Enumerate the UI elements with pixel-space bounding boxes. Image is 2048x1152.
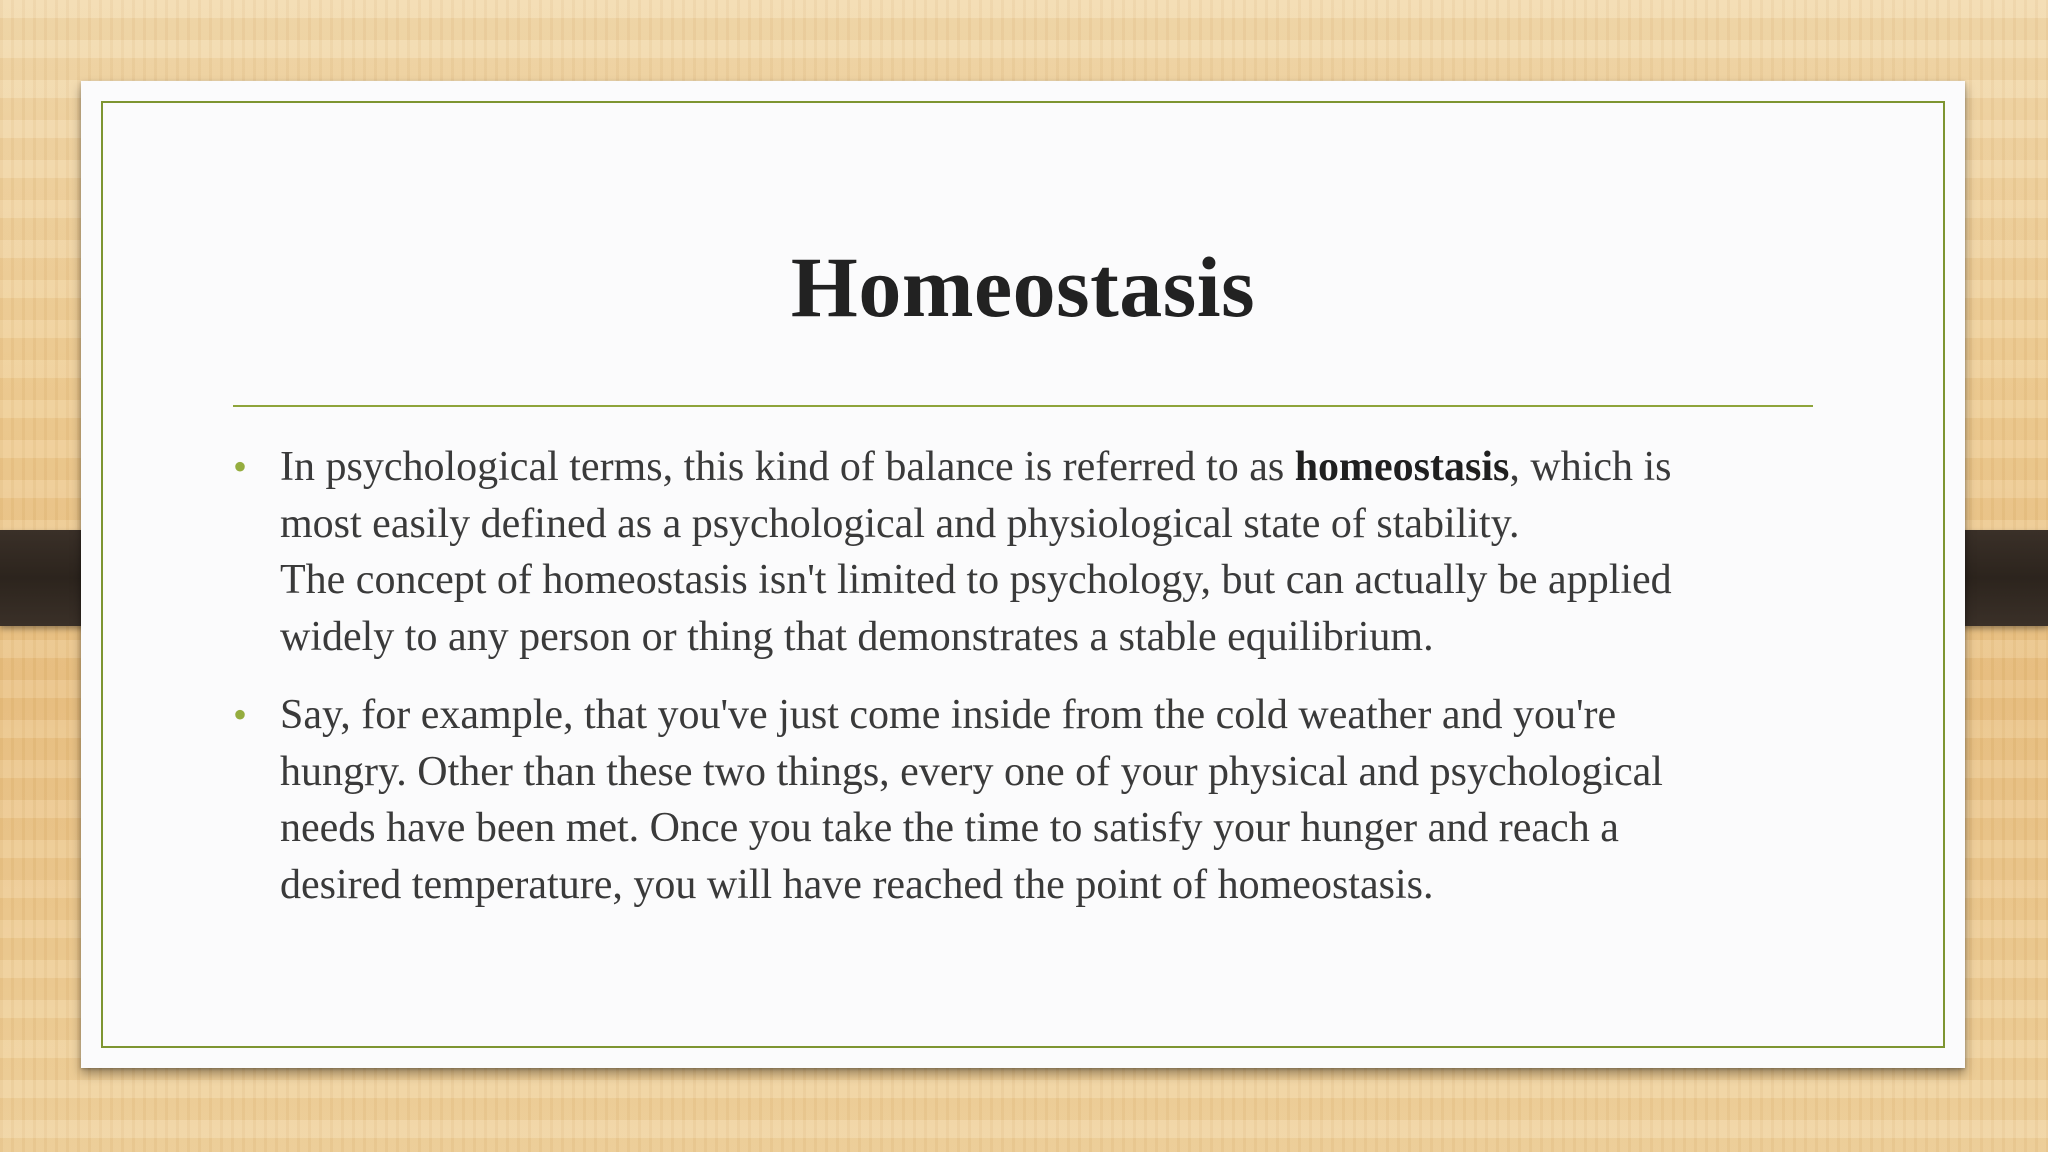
bullet-line: The concept of homeostasis isn't limited to psychology, but can actually be applied bbox=[280, 557, 1672, 603]
bullet-line: hungry. Other than these two things, every one of your physical and psychological bbox=[280, 748, 1663, 795]
bullet-line: Say, for example, that you've just come inside from the cold weather and you're bbox=[280, 692, 1617, 738]
bullet-line: needs have been met. Once you take the time to satisfy your hunger and reach a bbox=[280, 805, 1619, 851]
bullet-line: desired temperature, you will have reached the point of homeostasis. bbox=[280, 861, 1434, 908]
text-run: In psychological terms, this kind of balance is referred to as bbox=[280, 444, 1295, 490]
bullet-item-1 bbox=[230, 439, 1870, 665]
title-divider bbox=[233, 405, 1813, 407]
bullet-line: widely to any person or thing that demonstrates a stable equilibrium. bbox=[280, 613, 1434, 660]
bullet-line bbox=[280, 439, 1870, 496]
bullet-item-2 bbox=[230, 687, 1870, 913]
text-run: , which is bbox=[1509, 444, 1672, 490]
slide-title: Homeostasis bbox=[790, 239, 1256, 335]
slide-body bbox=[230, 439, 1870, 935]
bold-term: homeostasis bbox=[1294, 444, 1510, 490]
bullet-dot-icon: • bbox=[233, 692, 248, 737]
bullet-line: most easily defined as a psychological and physiological state of stability. bbox=[280, 500, 1520, 547]
slide-card bbox=[81, 81, 1965, 1068]
bullet-dot-icon: • bbox=[233, 444, 248, 489]
